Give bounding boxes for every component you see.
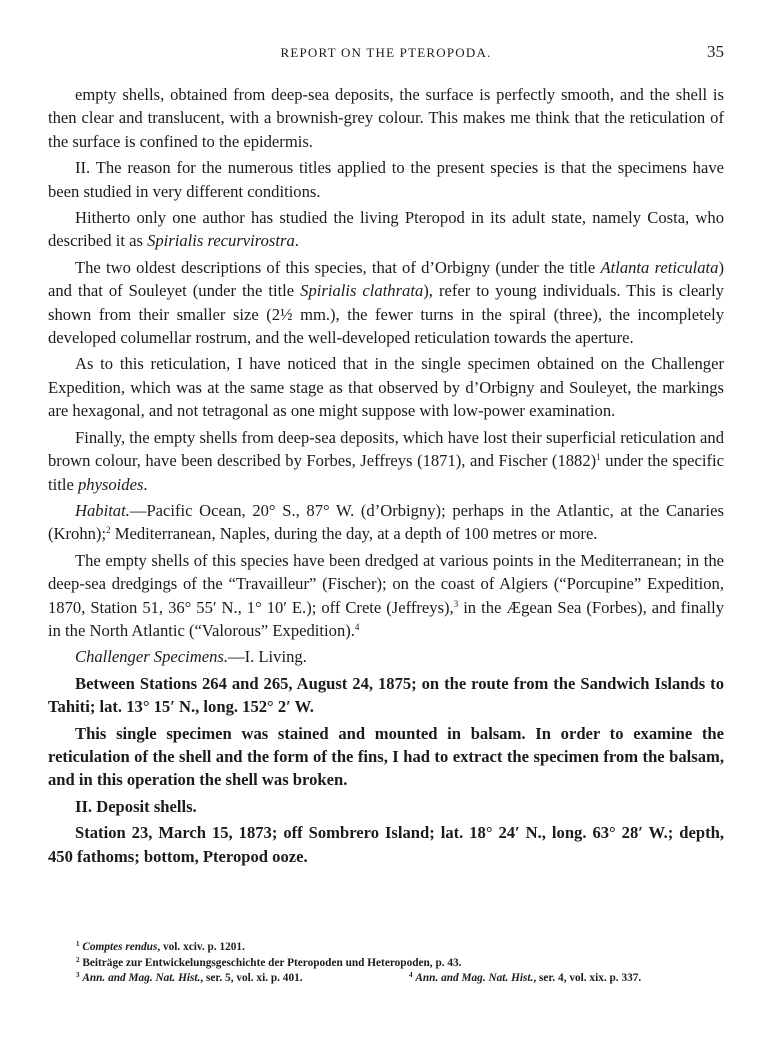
paragraph bbox=[48, 645, 724, 668]
paragraph-text: —Pacific Ocean, 20° S., 87° W. (d’Orbigny); perhaps in the Atlantic, at the Canaries (Krohn); bbox=[48, 500, 724, 544]
page-number: 35 bbox=[707, 42, 724, 61]
footnote-ref: 4 bbox=[354, 621, 360, 632]
paragraph-text: The empty shells of this species have been dredged at various points in the Mediterranean; in the deep-sea dredgings of the “Travailleur” (Fischer); on the coast of Algiers (“Porcupine” Expedition, 1870, Station 51, 36° 55′ N., 1° 10′ E.); off Crete (Jeffreys), bbox=[48, 550, 724, 617]
footnote bbox=[76, 971, 303, 987]
section-label: Habitat. bbox=[75, 500, 130, 520]
footnote bbox=[76, 956, 726, 972]
paragraph bbox=[48, 549, 724, 643]
species-name: Spirialis recurvirostra bbox=[147, 231, 295, 251]
footnotes bbox=[76, 940, 726, 987]
footnote-journal: Ann. and Mag. Nat. Hist. bbox=[82, 972, 201, 984]
paragraph-text: . bbox=[143, 474, 148, 494]
species-name: Spirialis clathrata bbox=[300, 281, 424, 301]
paragraph bbox=[48, 206, 724, 253]
footnote-text: , ser. 5, vol. xi. p. 401. bbox=[200, 972, 303, 984]
footnote-ref: 2 bbox=[106, 525, 111, 536]
footnote-text: , ser. 4, vol. xix. p. 337. bbox=[533, 972, 642, 984]
footnote-text: , vol. xciv. p. 1201. bbox=[157, 941, 245, 953]
paragraph-text: —I. Living. bbox=[228, 647, 307, 667]
page-header bbox=[48, 42, 724, 64]
paragraph-text: Mediterranean, Naples, during the day, at a depth of 100 metres or more. bbox=[110, 524, 598, 544]
paragraph: This single specimen was stained and mounted in balsam. In order to examine the reticulation of the shell and the form of the fins, I had to extract the specimen from the balsam, and in this operation the shell was broken. bbox=[48, 723, 724, 790]
paragraph-text: in the Ægean Sea (Forbes), and finally in the North Atlantic (“Valorous” Expedition). bbox=[48, 597, 724, 640]
footnote bbox=[409, 971, 641, 987]
paragraph: Between Stations 264 and 265, August 24, 1875; on the route from the Sandwich Islands to Tahiti; lat. 13° 15′ N., long. 152° 2′ W. bbox=[48, 673, 724, 717]
paragraph: Station 23, March 15, 1873; off Sombrero Island; lat. 18° 24′ N., long. 63° 28′ W.; depth, 450 fathoms; bottom, Pteropod ooze. bbox=[48, 823, 724, 866]
footnote-number: 1 bbox=[76, 940, 80, 948]
paragraph: II. Deposit shells. bbox=[75, 796, 197, 816]
paragraph bbox=[48, 499, 724, 546]
footnote-row bbox=[76, 971, 726, 987]
section-label: Challenger Specimens. bbox=[75, 647, 228, 667]
paragraph-text: ), refer to young individuals. This is clearly shown from their smaller size (2½ mm.), the fewer turns in the spiral (three), the incompletely developed columellar rostrum, and the well-developed reticulation towards the aperture. bbox=[48, 281, 724, 348]
footnote-journal: Ann. and Mag. Nat. Hist. bbox=[415, 972, 534, 984]
species-name: physoides bbox=[77, 474, 144, 494]
body-text bbox=[48, 83, 724, 868]
footnote-number: 2 bbox=[76, 955, 80, 964]
footnote-number: 3 bbox=[76, 971, 80, 979]
paragraph bbox=[48, 426, 724, 496]
footnote-ref: 3 bbox=[453, 598, 459, 609]
paragraph-text: . bbox=[294, 231, 299, 251]
paragraph-text: under the specific title bbox=[48, 451, 724, 494]
footnote-text: Beiträge zur Entwickelungsgeschichte der Pteropoden und Heteropoden, p. 43. bbox=[82, 956, 462, 969]
footnote-journal: Comptes rendus bbox=[82, 941, 158, 953]
paragraph: As to this reticulation, I have noticed that in the single specimen obtained on the Challenger Expedition, which was at the same stage as that observed by d’Orbigny and Souleyet, the markings are hexagonal, and not tetragonal as one might suppose with low-power examination. bbox=[48, 354, 724, 421]
running-title: REPORT ON THE PTEROPODA. bbox=[280, 45, 492, 60]
paragraph: II. The reason for the numerous titles applied to the present species is that the specimens have been studied in very different conditions. bbox=[48, 158, 724, 201]
paragraph: empty shells, obtained from deep-sea deposits, the surface is perfectly smooth, and the shell is then clear and translucent, with a brownish-grey colour. This makes me think that the reticulation of the surface is confined to the epidermis. bbox=[48, 85, 724, 151]
paragraph bbox=[48, 256, 724, 350]
footnote-number: 4 bbox=[409, 971, 413, 979]
species-name: Atlanta reticulata bbox=[600, 257, 719, 277]
paragraph-text: The two oldest descriptions of this species, that of d’Orbigny (under the title bbox=[75, 257, 601, 277]
paragraph-text: Hitherto only one author has studied the living Pteropod in its adult state, namely Costa, who described it as bbox=[48, 208, 724, 251]
footnote bbox=[76, 940, 726, 956]
paragraph-text: ) and that of Souleyet (under the title bbox=[48, 257, 724, 301]
footnote-ref: 1 bbox=[596, 452, 601, 463]
paragraph-text: Finally, the empty shells from deep-sea deposits, which have lost their superficial reticulation and brown colour, have been described by Forbes, Jeffreys (1871), and Fischer (1882) bbox=[48, 427, 724, 471]
